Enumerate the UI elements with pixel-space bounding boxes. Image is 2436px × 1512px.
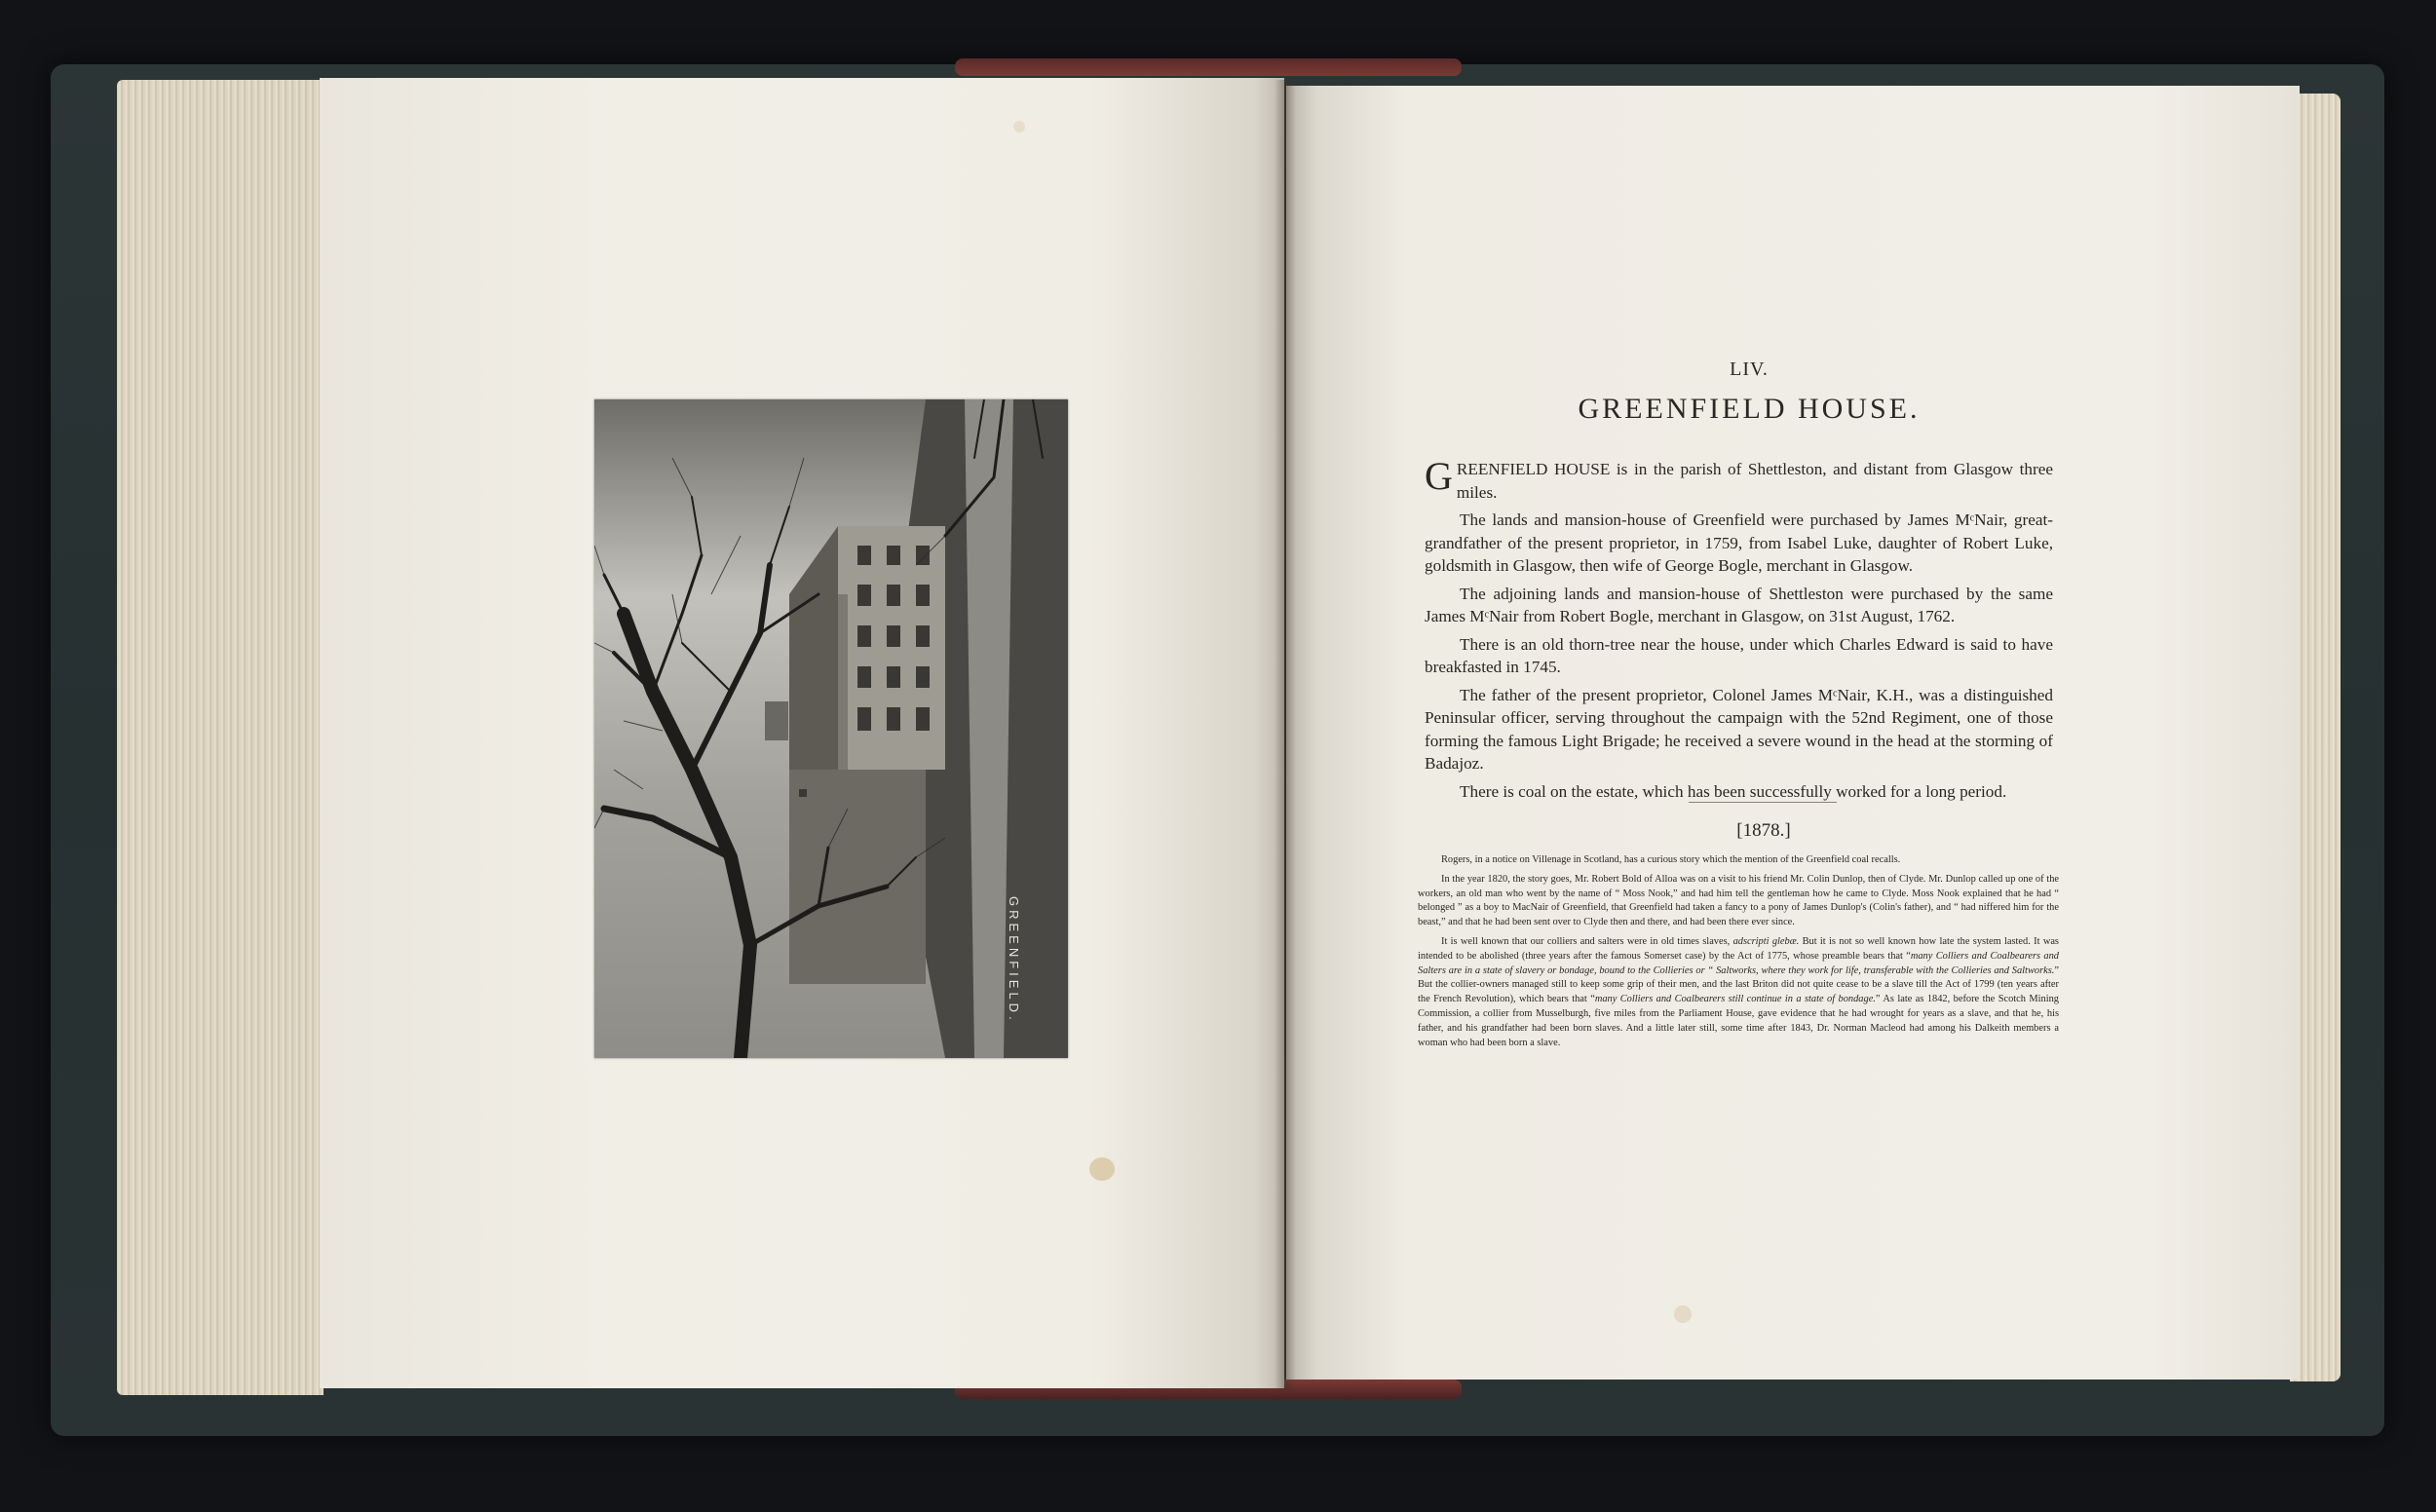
photograph-greenfield-house (594, 399, 1068, 1058)
paragraph (1425, 454, 2053, 504)
year-label: [1878.] (1736, 820, 1791, 841)
paragraph: There is coal on the estate, which has been successfully worked for a long period. (1460, 781, 2007, 801)
paragraph: There is an old thorn-tree near the house, under which Charles Edward is said to have breakfasted in 1745. (1425, 634, 2053, 676)
photo-caption: GREENFIELD. (1007, 896, 1021, 1024)
book-headband (955, 58, 1462, 76)
foxing-stain (1013, 121, 1025, 132)
paragraph: The lands and mansion-house of Greenfield were purchased by James MᶜNair, great-grandfather of the present proprietor, in 1759, from Isabel Luke, daughter of Robert Luke, goldsmith in Glasgow, then wife of George Bogle, merchant in Glasgow. (1425, 510, 2053, 575)
chapter-number: LIV. (1730, 359, 1769, 380)
paragraph-text: REENFIELD HOUSE is in the parish of Shettleston, and distant from Glasgow three miles. (1456, 460, 2053, 502)
note-text: But it is not so well known how late the system lasted. It was intended to be abolished (three years after the famous Somerset case) by the Act of 1775, whose preamble bears that “ (1418, 935, 2059, 962)
paragraph: The adjoining lands and mansion-house of Shettleston were purchased by the same James MᶜNair from Robert Bogle, merchant in Glasgow, on 31st August, 1762. (1425, 584, 2053, 625)
note-italic: many Colliers and Coalbearers still continue in a state of bondage. (1594, 994, 1876, 1005)
book-gutter (1275, 80, 1296, 1390)
page-edges-left (117, 80, 324, 1395)
note-italic: adscripti glebæ. (1732, 935, 1800, 947)
drop-cap: G (1425, 454, 1453, 498)
foxing-stain (1089, 1157, 1115, 1181)
note-paragraph: In the year 1820, the story goes, Mr. Robert Bold of Alloa was on a visit to his friend Mr. Colin Dunlop, then of Clyde. Mr. Dunlop called up one of the workers, an old man who went by the name of “ Moss Nook,” and had him tell the gentleman how he came to Clyde. Moss Nook explained that he had “ belonged ” as a boy to MacNair of Greenfield, that Greenfield had taken a fancy to a pony of James Dunlop's (Colin's father), and “ had niffered him for the beast,” and that he had been sent over to Clyde then and there, and had been there ever since. (1418, 873, 2059, 928)
note-text: ” But the collier-owners managed still to keep some grip of their men, and the last Briton did not quite cease to be a slave till the Act of 1799 (ten years after the French Revolution), which bears that “ (1418, 964, 2059, 1005)
note-text: ” As late as 1842, before the Scotch Mining Commission, a collier from Musselburgh, five miles from the Parliament House, gave evidence that he had wrought for years as a slave, and that he, his father, and his grandfather had been born slaves. And a little later still, some time after 1843, Dr. Norman Macleod had among his Dalkeith members a woman who had been born a slave. (1418, 994, 2060, 1048)
note-italic: many Colliers and Coalbearers and Salters are in a state of slavery or bondage, bound to the Collieries or “ Saltworks, where they work for life, transferable with the Collieries and Saltworks. (1418, 950, 2059, 976)
chapter-title: GREENFIELD HOUSE. (1578, 393, 1921, 425)
footnote-text (1418, 853, 2059, 1055)
foxing-stain (1674, 1305, 1692, 1323)
note-paragraph (1418, 935, 2059, 1050)
note-paragraph: Rogers, in a notice on Villenage in Scotland, has a curious story which the mention of the Greenfield coal recalls. (1441, 854, 1901, 865)
note-text: It is well known that our colliers and salters were in old times slaves, (1441, 935, 1733, 947)
paragraph: The father of the present proprietor, Colonel James MᶜNair, K.H., was a distinguished Peninsular officer, serving throughout the campaign with the 52nd Regiment, one of those forming the famous Light Brigade; he received a severe wound in the head at the storming of Badajoz. (1425, 685, 2053, 773)
divider-rule (1689, 802, 1837, 803)
body-text (1425, 454, 2053, 808)
